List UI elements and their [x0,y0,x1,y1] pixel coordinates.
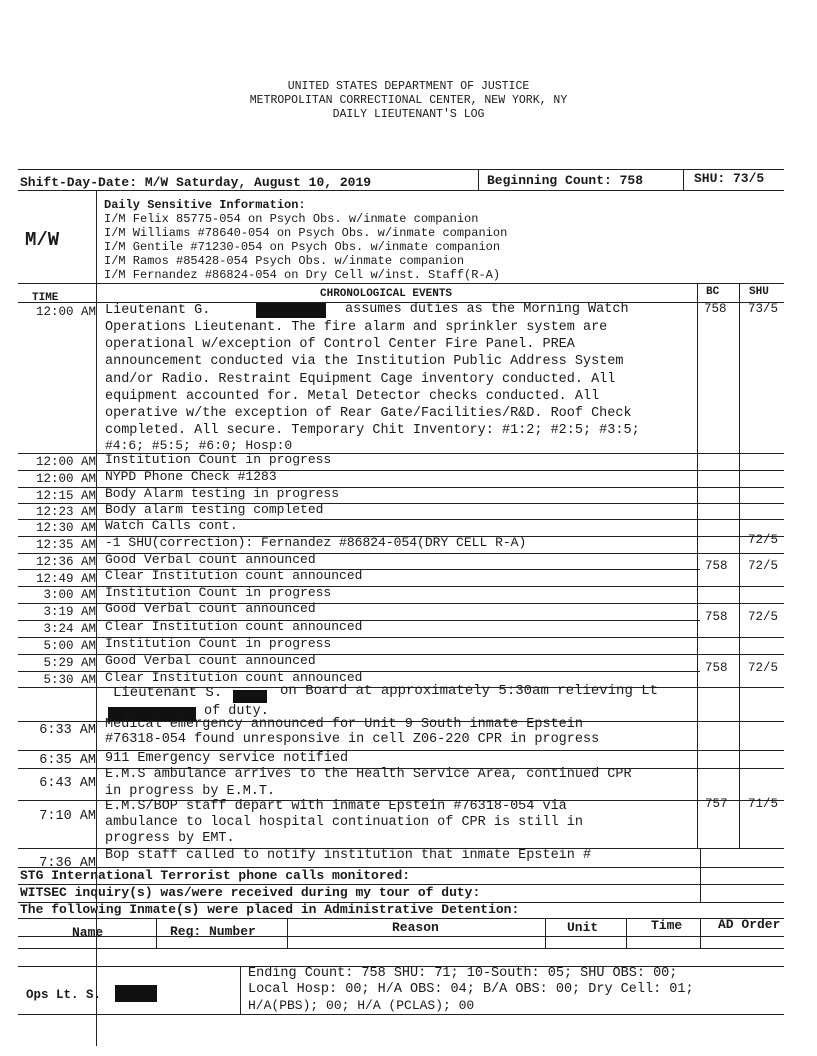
entry-text: 911 Emergency service notified [105,751,349,766]
entry-text: Clear Institution count announced [105,670,363,685]
ending-count: H/A(PBS); 00; H/A (PCLAS); 00 [248,998,475,1013]
sensitive-line: I/M Gentile #71230-054 on Psych Obs. w/inmate companion [104,240,501,254]
entry-text: equipment accounted for. Metal Detector checks conducted. All [105,389,600,404]
entry-text: #4:6; #5:5; #6:0; Hosp:0 [105,438,293,453]
entry-text: -1 SHU(correction): Fernandez #86824-054(DRY CELL R-A) [105,535,527,550]
entry-text: operational w/exception of Control Center Fire Panel. PREA [105,337,575,352]
ad-col-name: Name [72,925,104,940]
entry-time: 12:23 AM [35,505,96,519]
entry-text: and/or Radio. Restraint Equipment Cage inventory conducted. All [105,372,616,387]
entry-bc: 758 [705,610,728,624]
rule [18,936,784,937]
entry-text: Clear Institution count announced [105,568,363,583]
entry-text: Body Alarm testing in progress [105,486,340,501]
entry-time: 3:24 AM [43,622,96,636]
entry-text: E.M.S/BOP staff depart with inmate Epstein #76318-054 via [105,799,567,814]
entry-text: progress by EMT. [105,831,235,846]
entry-text: Institution Count in progress [105,636,332,651]
entry-time: 12:49 AM [35,572,96,586]
entry-time: 12:00 AM [35,305,96,319]
entry-time: 12:00 AM [35,455,96,469]
header-facility: METROPOLITAN CORRECTIONAL CENTER, NEW YORK, NY [249,94,568,107]
entry-time: 6:35 AM [39,753,96,768]
entry-time: 7:36 AM [39,856,96,871]
witsec-inquiry: WITSEC inquiry(s) was/were received during my tour of duty: [20,885,481,900]
entry-text: in progress by E.M.T. [105,784,276,799]
sensitive-line: I/M Felix 85775-054 on Psych Obs. w/inmate companion [104,212,479,226]
entry-bc: 758 [704,302,727,316]
sensitive-line: I/M Fernandez #86824-054 on Dry Cell w/inst. Staff(R-A) [104,268,501,282]
rule [683,169,684,190]
entry-text: Operations Lieutenant. The fire alarm and sprinkler system are [105,320,608,335]
rule [156,918,157,948]
ad-col-order: AD Order [718,917,781,932]
entry-text: ambulance to local hospital continuation of CPR is still in [105,815,583,830]
beginning-count: Beginning Count: 758 [487,173,644,188]
shift-day-date: Shift-Day-Date: M/W Saturday, August 10, 2019 [20,175,372,190]
entry-text: assumes duties as the Morning Watch [345,302,629,317]
entry-text: #76318-054 found unresponsive in cell Z06-220 CPR in progress [105,732,600,747]
entry-time: 5:30 AM [43,673,96,687]
header-log-title: DAILY LIEUTENANT'S LOG [332,108,485,121]
sensitive-line: I/M Ramos #85428-054 Psych Obs. w/inmate companion [104,254,465,268]
ending-count: Ending Count: 758 SHU: 71; 10-South: 05; SHU OBS: 00; [248,966,678,981]
sensitive-line: I/M Williams #78640-054 on Psych Obs. w/inmate companion [104,226,508,240]
entry-bc: 758 [705,661,728,675]
rule [18,283,784,284]
entry-shu: 72/5 [748,559,779,573]
entry-text: Institution Count in progress [105,585,332,600]
col-shu: SHU [749,286,769,298]
entry-text: Good Verbal count announced [105,653,316,668]
ending-count: Local Hosp: 00; H/A OBS: 04; B/A OBS: 00; Dry Cell: 01; [248,982,694,997]
rule [18,169,784,170]
entry-time: 5:29 AM [43,656,96,670]
entry-time: 3:00 AM [43,588,96,602]
entry-time: 6:43 AM [39,776,96,791]
ad-title: The following Inmate(s) were placed in Administrative Detention: [20,902,520,917]
entry-text: NYPD Phone Check #1283 [105,469,277,484]
entry-time: 12:36 AM [35,555,96,569]
shift-code: M/W [25,229,60,251]
rule [287,918,288,948]
ops-lieutenant: Ops Lt. S. [26,988,102,1002]
ad-col-reason: Reason [392,920,439,935]
sensitive-title: Daily Sensitive Information: [104,198,306,212]
relief-text: on Board at approximately 5:30am relieving Lt [280,683,659,699]
entry-text: Institution Count in progress [105,452,332,467]
entry-text: Watch Calls cont. [105,518,238,533]
entry-text: E.M.S ambulance arrives to the Health Service Area, continued CPR [105,767,632,782]
col-bc: BC [706,286,720,298]
redaction-block [233,690,267,703]
entry-time: 12:35 AM [35,538,96,552]
entry-time: 6:33 AM [39,723,96,738]
entry-time: 12:00 AM [35,472,96,486]
redaction-block [115,985,157,1002]
shu-count: SHU: 73/5 [694,171,765,186]
rule [700,918,701,948]
stg-monitored: STG International Terrorist phone calls monitored: [20,868,411,883]
relief-text: Lieutenant S. [113,685,223,701]
entry-text: Good Verbal count announced [105,601,316,616]
rule [240,966,241,1015]
rule [697,283,698,848]
entry-shu: 72/5 [748,610,779,624]
entry-text: Bop staff called to notify institution that inmate Epstein # [105,848,592,863]
entry-time: 12:30 AM [35,521,96,535]
rule [545,918,546,948]
rule [18,948,784,949]
entry-shu: 71/5 [748,797,779,811]
entry-time: 7:10 AM [39,809,96,824]
entry-text: Body alarm testing completed [105,502,324,517]
entry-text: announcement conducted via the Institution Public Address System [105,354,624,369]
entry-time: 12:15 AM [35,489,96,503]
entry-bc: 758 [705,559,728,573]
entry-text: Medical emergency announced for Unit 9 South inmate Epstein [105,717,583,732]
document-header [0,80,817,122]
entry-text: completed. All secure. Temporary Chit Inventory: #1:2; #2:5; #3:5; [105,423,640,438]
entry-text: Good Verbal count announced [105,552,316,567]
entry-text: Clear Institution count announced [105,619,363,634]
col-events: CHRONOLOGICAL EVENTS [320,288,453,300]
entry-bc: 757 [705,797,728,811]
col-time: TIME [32,292,59,304]
ad-col-reg: Reg: Number [170,924,256,939]
rule [626,918,627,948]
rule [700,848,701,902]
entry-time: 5:00 AM [43,639,96,653]
header-agency: UNITED STATES DEPARTMENT OF JUSTICE [287,80,530,93]
entry-shu: 72/5 [748,661,779,675]
entry-text: operative w/the exception of Rear Gate/Facilities/R&D. Roof Check [105,406,632,421]
redaction-block [256,303,326,318]
entry-text: Lieutenant G. [105,303,211,318]
rule [18,1014,784,1015]
entry-shu: 72/5 [748,533,779,547]
ad-col-time: Time [651,918,683,933]
rule [478,169,479,190]
entry-time: 3:19 AM [43,605,96,619]
ad-col-unit: Unit [567,920,599,935]
relief-text: of duty. [204,704,269,719]
entry-shu: 73/5 [748,302,779,316]
rule [739,283,740,848]
rule [18,190,784,191]
